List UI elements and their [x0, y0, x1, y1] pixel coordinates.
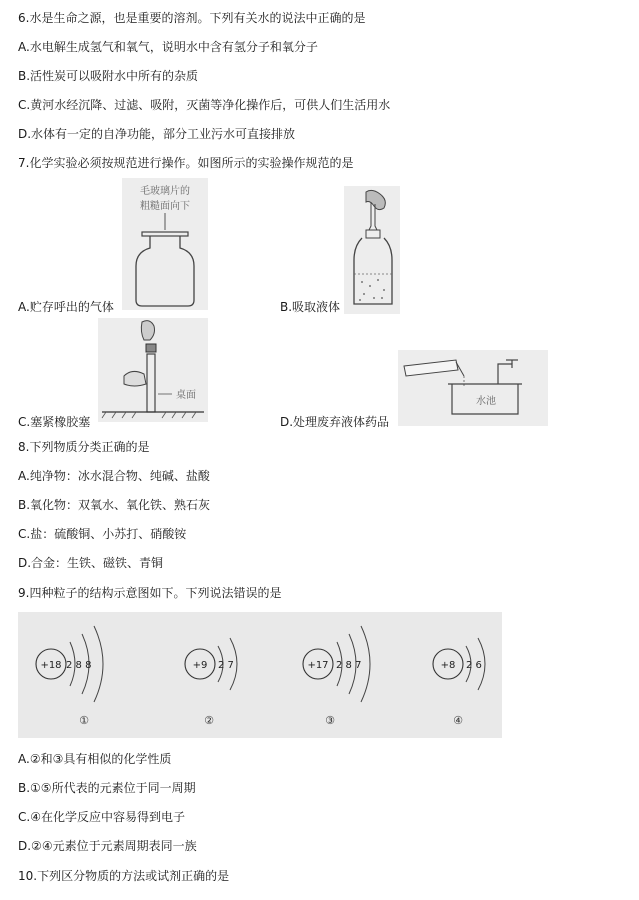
q9-option-b: B.①⑤所代表的元素位于同一周期	[18, 781, 196, 795]
q6-option-a: A.水电解生成氢气和氧气，说明水中含有氢分子和氧分子	[18, 40, 318, 54]
q7-option-a: A.贮存呼出的气体	[18, 300, 114, 314]
particle-2-label: ②	[204, 714, 214, 727]
particle-1-shells: 2 8 8	[66, 660, 92, 671]
particle-4-nucleus: +8	[440, 660, 456, 671]
figA-note-2: 粗糙面向下	[140, 201, 190, 212]
particle-2-shells: 2 7	[218, 660, 234, 671]
q8-option-d: D.合金：生铁、磁铁、青铜	[18, 556, 164, 570]
particle-1	[36, 626, 103, 727]
particle-4	[433, 638, 485, 727]
particle-2	[185, 638, 237, 727]
q9-option-d: D.②④元素位于元素周期表同一族	[18, 839, 197, 853]
q8-option-c: C.盐：硫酸铜、小苏打、硝酸铵	[18, 527, 187, 541]
particle-3-label: ③	[325, 714, 335, 727]
figC-note: 桌面	[176, 390, 196, 401]
q8-option-b: B.氧化物：双氧水、氧化铁、熟石灰	[18, 498, 211, 512]
figure-stopper	[98, 318, 208, 422]
q8-option-a: A.纯净物：冰水混合物、纯碱、盐酸	[18, 469, 210, 483]
figA-note-1: 毛玻璃片的	[140, 186, 190, 197]
particle-1-label: ①	[79, 714, 89, 727]
particle-3-shells: 2 8 7	[336, 660, 362, 671]
q6-stem: 6.水是生命之源，也是重要的溶剂。下列有关水的说法中正确的是	[18, 11, 366, 25]
particle-structure-diagram	[18, 612, 502, 738]
figure-dropper	[344, 186, 400, 314]
q6-option-c: C.黄河水经沉降、过滤、吸附，灭菌等净化操作后，可供人们生活用水	[18, 98, 391, 112]
q8-stem: 8.下列物质分类正确的是	[18, 440, 150, 454]
q6-option-b: B.活性炭可以吸附水中所有的杂质	[18, 69, 199, 83]
particle-2-nucleus: +9	[192, 660, 208, 671]
q6-option-d: D.水体有一定的自净功能，部分工业污水可直接排放	[18, 127, 296, 141]
figure-gas-jar	[122, 178, 208, 310]
q7-stem: 7.化学实验必须按规范进行操作。如图所示的实验操作规范的是	[18, 156, 354, 170]
q7-option-b: B.吸取液体	[280, 300, 341, 314]
particle-4-shells: 2 6	[466, 660, 482, 671]
particle-1-nucleus: +18	[40, 660, 62, 671]
figure-sink	[398, 350, 548, 426]
particle-3	[303, 626, 370, 727]
particle-3-nucleus: +17	[307, 660, 329, 671]
figD-note: 水池	[476, 396, 496, 407]
q7-option-c: C.塞紧橡胶塞	[18, 415, 91, 429]
particle-4-label: ④	[453, 714, 463, 727]
q9-option-a: A.②和③具有相似的化学性质	[18, 752, 172, 766]
q9-option-c: C.④在化学反应中容易得到电子	[18, 810, 185, 824]
q10-stem: 10.下列区分物质的方法或试剂正确的是	[18, 869, 230, 883]
q7-option-d: D.处理废弃液体药品	[280, 415, 390, 429]
q9-stem: 9.四种粒子的结构示意图如下。下列说法错误的是	[18, 586, 282, 600]
